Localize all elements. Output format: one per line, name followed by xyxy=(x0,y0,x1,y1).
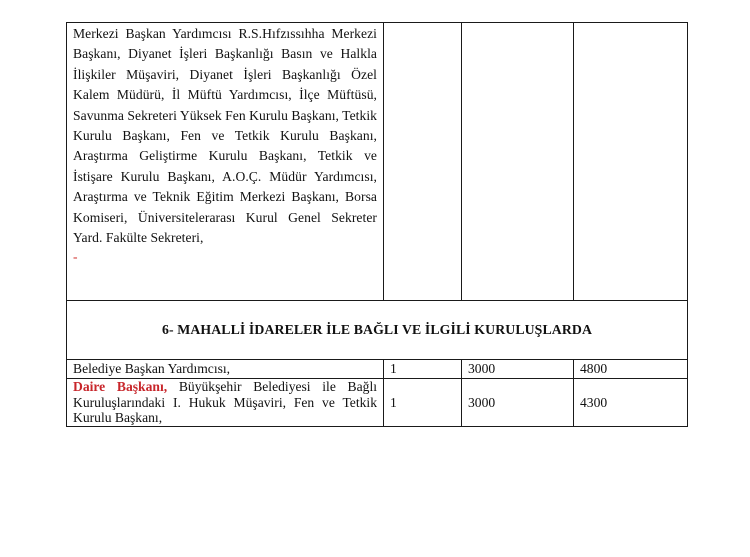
red-edit-mark: - xyxy=(73,249,78,265)
empty-cell-col3 xyxy=(462,23,574,301)
row-title: Belediye Başkan Yardımcısı, xyxy=(67,360,384,379)
titles-text: Merkezi Başkan Yardımcısı R.S.Hıfzıssıhha Merkezi Başkanı, Diyanet İşleri Başkanlığı Basın ve Halkla İlişkiler Müşaviri, Diyanet İşleri Başkanlığı Özel Kalem Müdürü, İl Müftü Yardımcısı, İlçe Müftüsü, Savunma Sekreteri Yüksek Fen Kurulu Başkanı, Tetkik Kurulu Başkanı, Fen ve Tetkik Kurulu Başkanı, Araştırma Geliştirme Kurulu Başkanı, Tetkik ve İstişare Kurulu Başkanı, A.O.Ç. Müdür Yardımcısı, Araştırma ve Teknik Eğitim Merkezi Başkanı, Borsa Komiseri, Üniversitelerarası Kurul Genel Sekreter Yard. Fakülte Sekreteri, xyxy=(73,26,378,246)
empty-cell-col2 xyxy=(384,23,462,301)
titles-cell xyxy=(67,23,384,301)
empty-cell-col4 xyxy=(574,23,688,301)
row-col4-value: 4300 xyxy=(574,379,688,427)
table-row-titles xyxy=(67,23,688,301)
table-row-section xyxy=(67,301,688,360)
position-indicator-table xyxy=(66,22,688,427)
table-row xyxy=(67,360,688,379)
row-col2-value: 1 xyxy=(384,379,462,427)
row-col4-value: 4800 xyxy=(574,360,688,379)
section-heading: 6- MAHALLİ İDARELER İLE BAĞLI VE İLGİLİ KURULUŞLARDA xyxy=(67,301,688,360)
table-row xyxy=(67,379,688,427)
row-title-cell xyxy=(67,379,384,427)
row-col3-value: 3000 xyxy=(462,379,574,427)
row-title-red: Daire Başkanı, xyxy=(73,379,168,394)
row-col3-value: 3000 xyxy=(462,360,574,379)
row-title: Büyükşehir Belediyesi ile Bağlı Kuruluşlarındaki I. Hukuk Müşaviri, Fen ve Tetkik Kurulu Başkanı, xyxy=(73,379,377,425)
row-col2-value: 1 xyxy=(384,360,462,379)
